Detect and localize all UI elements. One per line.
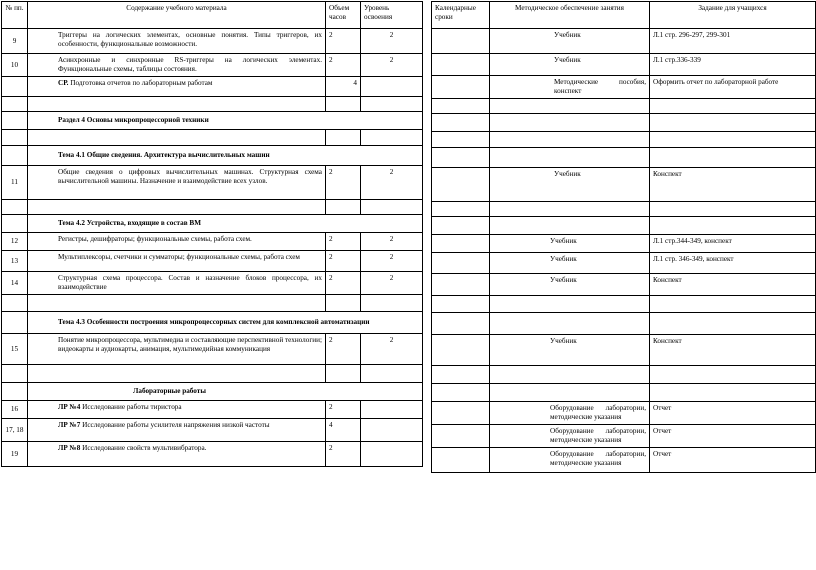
task-cell: Конспект <box>650 335 816 366</box>
row-hours <box>326 97 361 112</box>
row-hours: 2 <box>326 233 361 251</box>
row-num: 10 <box>2 54 28 77</box>
row-level <box>361 97 423 112</box>
support-cell: Учебник <box>490 235 650 253</box>
row-num <box>2 365 28 383</box>
dates-cell <box>432 335 490 366</box>
header-hours: Объем часов <box>326 2 361 29</box>
row-hours: 2 <box>326 442 361 467</box>
row-hours: 2 <box>326 401 361 419</box>
row-num <box>2 77 28 97</box>
row-num: 15 <box>2 334 28 365</box>
table-row <box>2 146 423 166</box>
row-level: 2 <box>361 29 423 54</box>
section-title: Тема 4.3 Особенности построения микропроцессорных систем для комплексной автоматизации <box>28 312 423 334</box>
row-level: 2 <box>361 233 423 251</box>
table-row <box>432 253 816 274</box>
table-row <box>432 448 816 473</box>
task-cell <box>650 114 816 132</box>
dates-cell <box>432 148 490 168</box>
row-num <box>2 112 28 130</box>
task-cell: Л.1 стр.344-349, конспект <box>650 235 816 253</box>
support-cell: Учебник <box>490 168 650 202</box>
dates-cell <box>432 168 490 202</box>
row-level: 2 <box>361 166 423 200</box>
section-title: Лабораторные работы <box>28 383 423 401</box>
task-cell <box>650 132 816 148</box>
row-num <box>2 295 28 312</box>
row-content <box>28 54 326 77</box>
table-row <box>2 233 423 251</box>
support-cell <box>490 114 650 132</box>
content-text: Общие сведения о цифровых вычислительных машинах. Структурная схема вычислительной машины. Назначение и взаимодействие всех узлов. <box>58 168 322 185</box>
dates-cell <box>432 217 490 235</box>
row-level: 2 <box>361 272 423 295</box>
row-num: 19 <box>2 442 28 467</box>
row-level: 2 <box>361 54 423 77</box>
task-cell <box>650 296 816 313</box>
task-cell <box>650 384 816 402</box>
content-text: Подготовка отчетов по лабораторным работам <box>70 79 213 87</box>
row-level: 2 <box>361 251 423 272</box>
table-row <box>2 251 423 272</box>
row-num <box>2 130 28 146</box>
table-row <box>2 215 423 233</box>
row-level <box>361 130 423 146</box>
task-cell: Отчет <box>650 448 816 473</box>
row-hours: 4 <box>326 77 361 97</box>
content-text: Триггеры на логических элементах, основные понятия. Типы триггеров, их особенности, функциональные возможности. <box>58 31 322 48</box>
dates-cell <box>432 425 490 448</box>
row-level <box>361 442 423 467</box>
table-row <box>432 54 816 76</box>
table-row <box>432 402 816 425</box>
header-row-right <box>432 2 816 29</box>
row-num: 11 <box>2 166 28 200</box>
task-cell: Отчет <box>650 425 816 448</box>
row-hours: 2 <box>326 272 361 295</box>
task-cell <box>650 366 816 384</box>
row-hours: 4 <box>326 419 361 442</box>
table-row <box>432 202 816 217</box>
work-code: ЛР №7 <box>58 421 81 429</box>
support-cell: Учебник <box>490 29 650 54</box>
row-num: 9 <box>2 29 28 54</box>
task-cell: Л.1 стр. 296-297, 299-301 <box>650 29 816 54</box>
work-code: СР. <box>58 79 69 87</box>
row-level <box>361 200 423 215</box>
dates-cell <box>432 253 490 274</box>
task-cell <box>650 99 816 114</box>
dates-cell <box>432 274 490 296</box>
row-num: 17, 18 <box>2 419 28 442</box>
row-num: 12 <box>2 233 28 251</box>
support-cell: Оборудование лаборатории, методические указания <box>490 425 650 448</box>
task-cell: Конспект <box>650 168 816 202</box>
work-code: ЛР №4 <box>58 403 81 411</box>
dates-cell <box>432 448 490 473</box>
row-num: 13 <box>2 251 28 272</box>
row-hours <box>326 200 361 215</box>
table-row <box>2 295 423 312</box>
table-row <box>432 114 816 132</box>
row-level <box>361 401 423 419</box>
table-row <box>432 148 816 168</box>
support-cell <box>490 217 650 235</box>
row-content <box>28 29 326 54</box>
row-num <box>2 200 28 215</box>
support-cell: Учебник <box>490 274 650 296</box>
row-level <box>361 419 423 442</box>
task-cell <box>650 313 816 335</box>
row-num: 14 <box>2 272 28 295</box>
table-row <box>432 76 816 99</box>
row-hours <box>326 365 361 383</box>
table-row <box>2 401 423 419</box>
section-title: Раздел 4 Основы микропроцессорной техники <box>28 112 423 130</box>
row-hours: 2 <box>326 166 361 200</box>
table-row <box>432 296 816 313</box>
support-cell: Учебник <box>490 54 650 76</box>
table-row <box>2 312 423 334</box>
content-text: Асинхронные и синхронные RS-триггеры на логических элементах. Функциональные схемы, таблицы состояния. <box>58 56 322 73</box>
row-content <box>28 334 326 365</box>
support-cell <box>490 148 650 168</box>
row-hours: 2 <box>326 54 361 77</box>
content-text: Понятие микропроцессора, мультимедиа и составляющие перспективной технологии; видеокарты и аудиокарты, анимация, мультимедийная коммуникация <box>58 336 322 353</box>
content-text: Исследование работы тиристора <box>82 403 182 411</box>
dates-cell <box>432 132 490 148</box>
table-row <box>432 168 816 202</box>
work-code: ЛР №8 <box>58 444 81 452</box>
table-row <box>432 235 816 253</box>
dates-cell <box>432 384 490 402</box>
dates-cell <box>432 76 490 99</box>
table-row <box>2 29 423 54</box>
content-text: Мультиплексоры, счетчики и сумматоры; функциональные схемы, работа схем <box>58 253 300 261</box>
table-row <box>2 419 423 442</box>
support-cell: Учебник <box>490 253 650 274</box>
header-content: Содержание учебного материала <box>28 2 326 29</box>
row-content <box>28 295 326 312</box>
row-content <box>28 200 326 215</box>
dates-cell <box>432 366 490 384</box>
table-row <box>2 272 423 295</box>
table-row <box>432 366 816 384</box>
header-dates: Календарные сроки <box>432 2 490 29</box>
table-row <box>2 383 423 401</box>
table-row <box>432 313 816 335</box>
row-content <box>28 272 326 295</box>
row-hours <box>326 295 361 312</box>
support-cell <box>490 132 650 148</box>
support-cell: Оборудование лаборатории, методические указания <box>490 402 650 425</box>
content-text: Структурная схема процессора. Состав и назначение блоков процессора, их взаимодействие <box>58 274 322 291</box>
row-content <box>28 401 326 419</box>
content-text: Исследование свойств мультивибратора. <box>82 444 207 452</box>
task-cell <box>650 202 816 217</box>
content-text: Регистры, дешифраторы; функциональные схемы, работа схем. <box>58 235 252 243</box>
row-num <box>2 146 28 166</box>
table-row <box>2 97 423 112</box>
curriculum-table <box>1 1 423 467</box>
table-row <box>432 29 816 54</box>
row-hours: 2 <box>326 251 361 272</box>
row-content <box>28 130 326 146</box>
task-cell: Отчет <box>650 402 816 425</box>
content-text: Исследование работы усилителя напряжения низкой частоты <box>82 421 270 429</box>
support-cell <box>490 313 650 335</box>
task-cell: Конспект <box>650 274 816 296</box>
support-cell <box>490 296 650 313</box>
support-cell: Оборудование лаборатории, методические указания <box>490 448 650 473</box>
row-level <box>361 295 423 312</box>
dates-cell <box>432 54 490 76</box>
row-num <box>2 215 28 233</box>
support-cell <box>490 366 650 384</box>
table-row <box>432 217 816 235</box>
task-cell <box>650 148 816 168</box>
table-row <box>432 425 816 448</box>
row-content <box>28 419 326 442</box>
table-row <box>2 334 423 365</box>
support-cell: Методические пособия, конспект <box>490 76 650 99</box>
row-level: 2 <box>361 334 423 365</box>
section-title: Тема 4.1 Общие сведения. Архитектура вычислительных машин <box>28 146 423 166</box>
row-hours: 2 <box>326 29 361 54</box>
table-row <box>432 132 816 148</box>
table-row <box>2 112 423 130</box>
row-content <box>28 233 326 251</box>
task-cell: Л.1 стр. 346-349, конспект <box>650 253 816 274</box>
dates-cell <box>432 296 490 313</box>
dates-cell <box>432 313 490 335</box>
table-row <box>432 99 816 114</box>
row-hours <box>326 130 361 146</box>
header-num: № пп. <box>2 2 28 29</box>
table-row <box>2 442 423 467</box>
dates-cell <box>432 29 490 54</box>
dates-cell <box>432 202 490 217</box>
dates-cell <box>432 402 490 425</box>
row-content <box>28 166 326 200</box>
header-row <box>2 2 423 29</box>
section-title: Тема 4.2 Устройства, входящие в состав ВМ <box>28 215 423 233</box>
row-level <box>361 365 423 383</box>
table-row <box>2 130 423 146</box>
table-row <box>2 166 423 200</box>
support-cell <box>490 99 650 114</box>
schedule-table <box>431 1 816 473</box>
row-content <box>28 442 326 467</box>
row-num <box>2 383 28 401</box>
table-row <box>2 54 423 77</box>
support-cell: Учебник <box>490 335 650 366</box>
table-row <box>432 335 816 366</box>
header-level: Уровень освоения <box>361 2 423 29</box>
dates-cell <box>432 235 490 253</box>
dates-cell <box>432 99 490 114</box>
row-num: 16 <box>2 401 28 419</box>
table-row <box>2 365 423 383</box>
table-row <box>2 200 423 215</box>
row-content <box>28 77 326 97</box>
table-row <box>432 274 816 296</box>
row-num <box>2 97 28 112</box>
task-cell <box>650 217 816 235</box>
row-content <box>28 365 326 383</box>
header-task: Задание для учащихся <box>650 2 816 29</box>
task-cell: Л.1 стр.336-339 <box>650 54 816 76</box>
table-row <box>2 77 423 97</box>
dates-cell <box>432 114 490 132</box>
support-cell <box>490 202 650 217</box>
task-cell: Оформить отчет по лабораторной работе <box>650 76 816 99</box>
row-num <box>2 312 28 334</box>
row-hours: 2 <box>326 334 361 365</box>
row-content <box>28 97 326 112</box>
header-support: Методическое обеспечение занятия <box>490 2 650 29</box>
row-level <box>361 77 423 97</box>
support-cell <box>490 384 650 402</box>
row-content <box>28 251 326 272</box>
table-row <box>432 384 816 402</box>
